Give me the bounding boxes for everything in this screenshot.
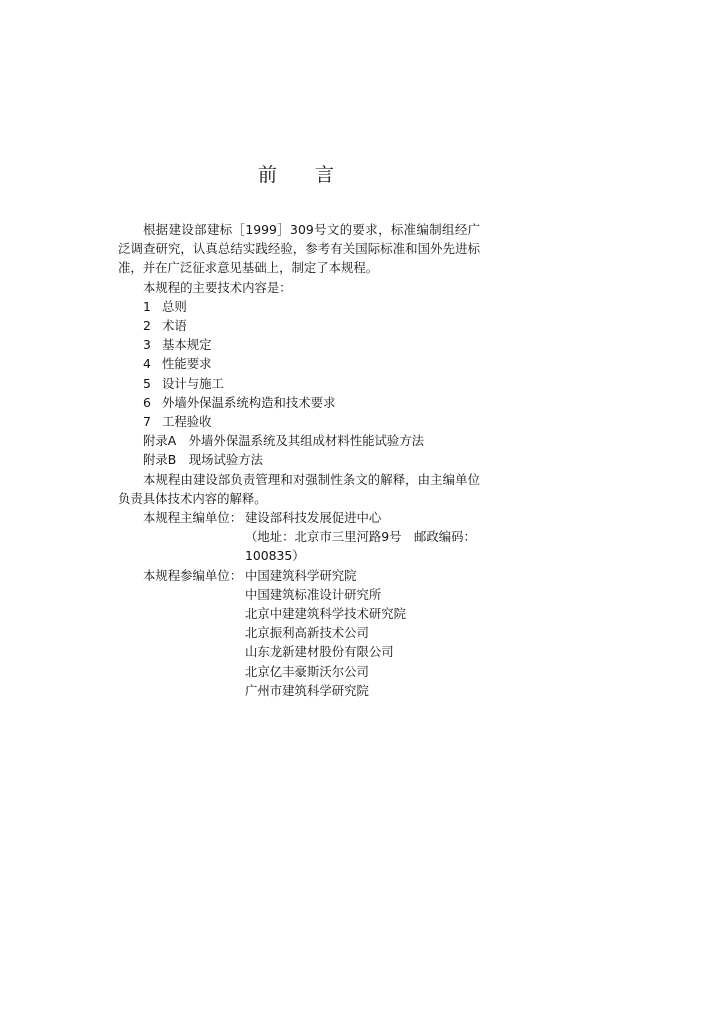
appendix-item [118, 431, 480, 450]
chapter-list [118, 297, 480, 431]
chapter-title: 术语 [162, 318, 187, 334]
participating-unit-name: 广州市建筑科学研究院 [245, 682, 369, 698]
participating-unit-name: 中国建筑标准设计研究所 [245, 586, 382, 602]
chief-unit-label: 本规程主编单位： [143, 510, 243, 526]
appendix-list [118, 431, 480, 469]
chapter-number: 6 [143, 394, 151, 410]
chapter-item [118, 297, 480, 316]
intro-paragraph: 根据建设部建标［1999］309号文的要求，标准编制组经广泛调查研究，认真总结实践经验，参考有关国际标准和国外先进标准，并在广泛征求意见基础上，制定了本规程。 [118, 222, 480, 276]
participating-unit-name: 中国建筑科学研究院 [245, 567, 357, 583]
chief-editor-unit [118, 508, 480, 566]
participating-unit-name: 山东龙新建材股份有限公司 [245, 644, 394, 660]
chief-unit-name: 建设部科技发展促进中心 [245, 510, 382, 526]
chief-unit-postcode: 100835） [245, 548, 305, 564]
chapter-item [118, 412, 480, 431]
chapter-number: 1 [143, 298, 151, 314]
appendix-title: 外墙外保温系统及其组成材料性能试验方法 [188, 433, 425, 449]
chapter-number: 4 [143, 356, 151, 372]
page-title: 前 言 [258, 164, 335, 186]
participating-units [118, 566, 480, 700]
chapter-number: 5 [143, 375, 151, 391]
contents-lead: 本规程的主要技术内容是： [143, 279, 292, 295]
chapter-item [118, 354, 480, 373]
participating-unit-name: 北京亿丰豪斯沃尔公司 [245, 663, 369, 679]
chapter-item [118, 316, 480, 335]
appendix-item [118, 450, 480, 469]
chapter-number: 2 [143, 318, 151, 334]
participating-unit-name: 北京振利高新技术公司 [245, 625, 369, 641]
chapter-title: 工程验收 [162, 414, 212, 430]
chief-unit-row [118, 508, 480, 527]
appendix-label: 附录A [143, 433, 177, 449]
chapter-title: 外墙外保温系统构造和技术要求 [162, 394, 336, 410]
chapter-item [118, 393, 480, 412]
chapter-title: 设计与施工 [162, 375, 224, 391]
chapter-title: 性能要求 [162, 356, 212, 372]
chapter-item [118, 374, 480, 393]
chapter-title: 基本规定 [162, 337, 212, 353]
participating-units-label: 本规程参编单位： [143, 567, 243, 583]
document-body [118, 220, 480, 700]
chapter-number: 3 [143, 337, 151, 353]
appendix-label: 附录B [143, 452, 177, 468]
chapter-item [118, 335, 480, 354]
appendix-title: 现场试验方法 [188, 452, 264, 468]
chapter-number: 7 [143, 414, 151, 430]
participating-unit-name: 北京中建建筑科学技术研究院 [245, 606, 407, 622]
participating-unit-row [118, 566, 480, 585]
management-paragraph: 本规程由建设部负责管理和对强制性条文的解释，由主编单位负责具体技术内容的解释。 [118, 471, 480, 506]
chapter-title: 总则 [162, 298, 187, 314]
chief-unit-address: （地址：北京市三里河路9号 邮政编码： [245, 529, 476, 545]
